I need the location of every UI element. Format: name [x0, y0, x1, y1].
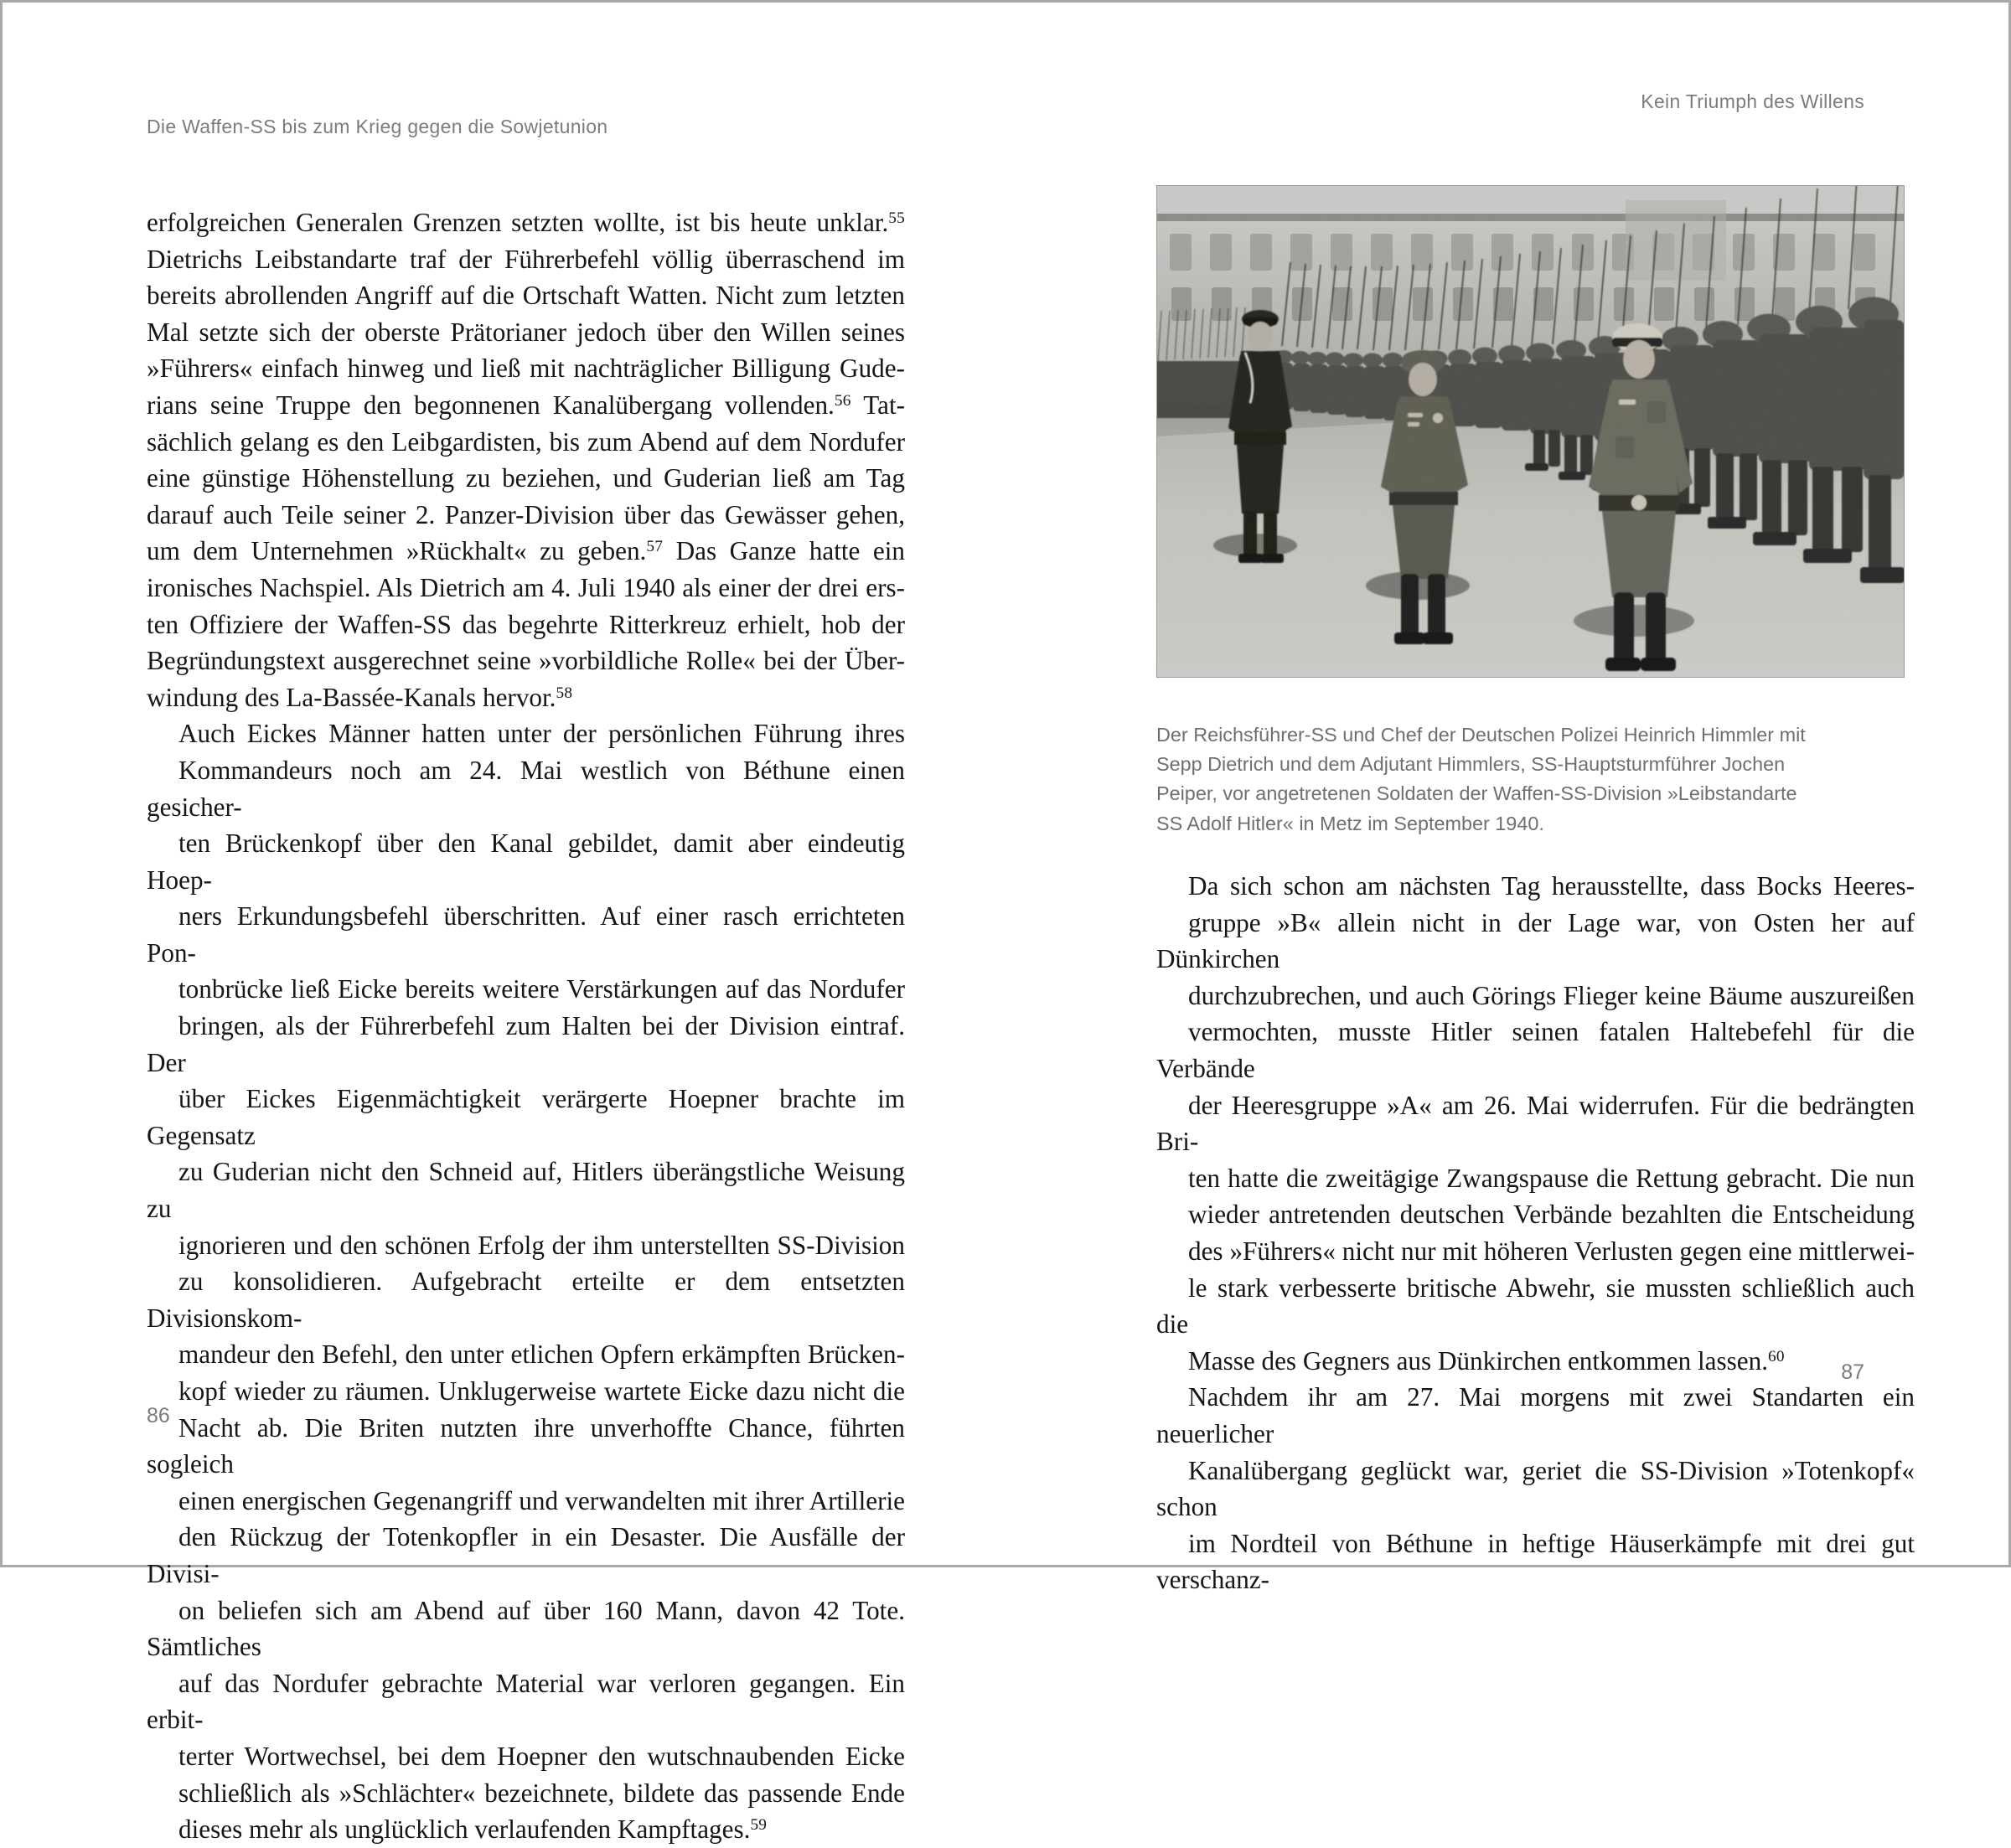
footnote-marker: 58 — [556, 684, 573, 702]
text-line: Masse des Gegners aus Dünkirchen entkommen lassen.$^{60}$ — [1188, 1345, 1785, 1376]
text-line: über Eickes Eigenmächtigkeit verärgerte Hoepner brachte im Gegensatz — [147, 1084, 912, 1150]
text-line: rians seine Truppe den begonnenen Kanalübergang vollenden.$^{56}$ Tat- — [147, 390, 905, 420]
text-line: um dem Unternehmen »Rückhalt« zu geben.$^{57}$ Das Ganze hatte ein — [147, 536, 905, 566]
footnote-marker: 55 — [888, 209, 905, 227]
paragraph — [1156, 1379, 1921, 1598]
left-page-text-column — [147, 204, 912, 1848]
text-line: bringen, als der Führerbefehl zum Halten bei der Division eintraf. Der — [147, 1011, 912, 1077]
text-line: Kommandeurs noch am 24. Mai westlich von Béthune einen gesicher- — [147, 755, 912, 822]
text-line: eine günstige Höhenstellung zu beziehen, und Guderian ließ am Tag — [147, 463, 905, 493]
text-line: ten Brückenkopf über den Kanal gebildet, damit aber eindeutig Hoep- — [147, 829, 912, 895]
text-line: Nachdem ihr am 27. Mai morgens mit zwei Standarten ein neuerlicher — [1156, 1382, 1921, 1448]
text-line: Da sich schon am nächsten Tag herausstellte, dass Bocks Heeres- — [1188, 871, 1915, 901]
text-line: einen energischen Gegenangriff und verwandelten mit ihrer Artillerie — [178, 1485, 905, 1515]
text-line: Dietrichs Leibstandarte traf der Führerbefehl völlig überraschend im — [147, 244, 905, 274]
text-line: schließlich als »Schlächter« bezeichnete, bildete das passende Ende — [178, 1778, 905, 1808]
text-line: des »Führers« nicht nur mit höheren Verlusten gegen eine mittlerwei- — [1188, 1236, 1915, 1266]
running-head-left: Die Waffen-SS bis zum Krieg gegen die Sowjetunion — [147, 116, 608, 137]
text-line: den Rückzug der Totenkopfler in ein Desaster. Die Ausfälle der Divisi- — [147, 1522, 912, 1588]
figure-caption — [1156, 720, 1910, 839]
page-number-left: 86 — [147, 1404, 170, 1427]
text-line: ners Erkundungsbefehl überschritten. Auf einer rasch errichteten Pon- — [147, 901, 912, 968]
caption-line: Sepp Dietrich und dem Adjutant Himmlers, SS-Hauptsturmführer Jochen — [1156, 753, 1786, 776]
text-line: der Heeresgruppe »A« am 26. Mai widerrufen. Für die bedrängten Bri- — [1156, 1090, 1921, 1157]
page-number-right: 87 — [1841, 1360, 1864, 1384]
text-line: ten Offiziere der Waffen-SS das begehrte Ritterkreuz erhielt, hob der — [147, 609, 905, 639]
text-line: Nacht ab. Die Briten nutzten ihre unverhoffte Chance, führten sogleich — [147, 1412, 912, 1479]
paragraph — [147, 204, 905, 715]
text-line: kopf wieder zu räumen. Unklugerweise wartete Eicke dazu nicht die — [178, 1376, 905, 1406]
text-line: windung des La-Bassée-Kanals hervor.$^{58}$ — [147, 682, 573, 712]
footnote-marker: 60 — [1768, 1347, 1785, 1365]
caption-line: Peiper, vor angetretenen Soldaten der Waffen-SS-Division »Leibstandarte — [1156, 782, 1797, 805]
photograph — [1156, 185, 1905, 678]
text-line: zu konsolidieren. Aufgebracht erteilte er dem entsetzten Divisionskom- — [147, 1267, 912, 1333]
footnote-marker: 56 — [834, 391, 851, 410]
text-line: ignorieren und den schönen Erfolg der ihm unterstellten SS-Division — [178, 1230, 905, 1260]
paragraph — [147, 715, 912, 1847]
text-line: Begründungstext ausgerechnet seine »vorbildliche Rolle« bei der Über- — [147, 646, 905, 676]
footnote-marker: 59 — [750, 1816, 768, 1835]
text-line: ten hatte die zweitägige Zwangspause die Rettung gebracht. Die nun — [1188, 1163, 1915, 1193]
text-line: le stark verbesserte britische Abwehr, sie mussten schließlich auch die — [1156, 1272, 1921, 1340]
text-line: wieder antretenden deutschen Verbände bezahlten die Entscheidung — [1188, 1200, 1915, 1230]
text-line: on beliefen sich am Abend auf über 160 Mann, davon 42 Tote. Sämtliches — [147, 1595, 912, 1662]
text-line: gruppe »B« allein nicht in der Lage war, von Osten her auf Dünkirchen — [1156, 907, 1921, 974]
text-line: darauf auch Teile seiner 2. Panzer-Division über das Gewässer gehen, — [147, 499, 905, 529]
text-line: bereits abrollenden Angriff auf die Ortschaft Watten. Nicht zum letzten — [147, 281, 905, 311]
text-line: »Führers« einfach hinweg und ließ mit nachträglicher Billigung Gude- — [147, 354, 905, 384]
paragraph — [1156, 868, 1921, 1379]
caption-line: Der Reichsführer-SS und Chef der Deutschen Polizei Heinrich Himmler mit — [1156, 724, 1806, 746]
text-line: Mal setzte sich der oberste Prätorianer jedoch über den Willen seines — [147, 317, 905, 347]
text-line: vermochten, musste Hitler seinen fatalen Haltebefehl für die Verbände — [1156, 1017, 1921, 1083]
text-line: auf das Nordufer gebrachte Material war verloren gegangen. Ein erbit- — [147, 1668, 912, 1735]
text-line: Auch Eickes Männer hatten unter der persönlichen Führung ihres — [178, 719, 905, 749]
footnote-marker: 57 — [646, 538, 664, 556]
text-line: Kanalübergang geglückt war, geriet die SS-Division »Totenkopf« schon — [1156, 1455, 1921, 1522]
text-line: mandeur den Befehl, den unter etlichen Opfern erkämpften Brücken- — [178, 1340, 905, 1370]
text-line: dieses mehr als unglücklich verlaufenden Kampftages.$^{59}$ — [178, 1814, 768, 1845]
text-line: durchzubrechen, und auch Görings Flieger keine Bäume auszureißen — [1188, 980, 1915, 1010]
figure-himmler-inspection — [1156, 185, 1905, 678]
text-line: zu Guderian nicht den Schneid auf, Hitlers überängstliche Weisung zu — [147, 1157, 912, 1224]
text-line: im Nordteil von Béthune in heftige Häuserkämpfe mit drei gut verschanz- — [1156, 1528, 1921, 1595]
text-line: ironisches Nachspiel. Als Dietrich am 4. Juli 1940 als einer der drei ers- — [147, 572, 905, 602]
text-line: tonbrücke ließ Eicke bereits weitere Verstärkungen auf das Nordufer — [178, 974, 905, 1004]
text-line: erfolgreichen Generalen Grenzen setzten wollte, ist bis heute unklar.$^{55}$ — [147, 208, 905, 237]
right-page-text-column — [1156, 868, 1921, 1598]
caption-line: SS Adolf Hitler« in Metz im September 1940. — [1156, 812, 1544, 834]
text-line: terter Wortwechsel, bei dem Hoepner den wutschnaubenden Eicke — [178, 1741, 905, 1771]
photograph-artwork — [1156, 185, 1905, 678]
text-line: sächlich gelang es den Leibgardisten, bis zum Abend auf dem Nordufer — [147, 426, 905, 457]
running-head-right: Kein Triumph des Willens — [1641, 90, 1864, 112]
